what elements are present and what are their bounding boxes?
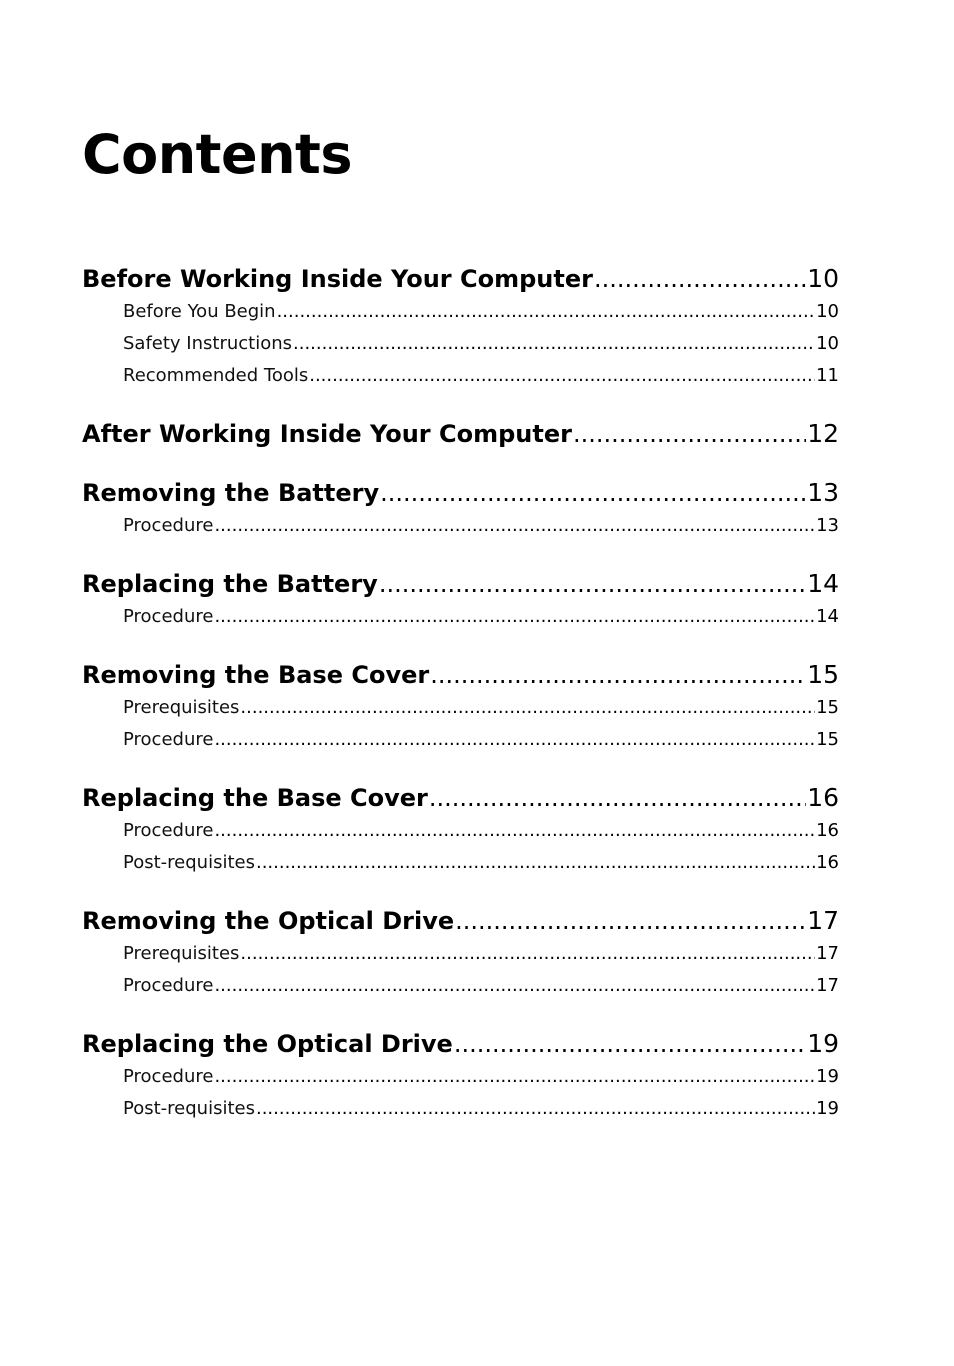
toc-entry-title: Removing the Optical Drive <box>82 907 455 935</box>
dot-leader <box>214 815 815 847</box>
toc-section <box>82 262 839 392</box>
toc-subentry[interactable] <box>82 692 839 724</box>
toc-entry-page: 14 <box>807 569 839 598</box>
toc-subentry-page: 10 <box>816 301 839 322</box>
toc-entry[interactable] <box>82 417 839 451</box>
dot-leader <box>430 658 806 692</box>
toc-subentry-page: 17 <box>816 975 839 996</box>
toc-entry[interactable] <box>82 476 839 510</box>
toc-subentry[interactable] <box>82 510 839 542</box>
toc-section <box>82 1027 839 1125</box>
toc-entry-page: 12 <box>807 419 839 448</box>
toc-subentry[interactable] <box>82 1061 839 1093</box>
toc-entry-title: Removing the Base Cover <box>82 661 430 689</box>
dot-leader <box>379 567 806 601</box>
toc-entry[interactable] <box>82 658 839 692</box>
toc-entry-page: 17 <box>807 906 839 935</box>
toc-subentry-title: Safety Instructions <box>123 333 293 354</box>
toc-subentry-page: 15 <box>816 697 839 718</box>
toc-section <box>82 904 839 1002</box>
toc-subentry-page: 15 <box>816 729 839 750</box>
toc-section <box>82 476 839 542</box>
toc-entry[interactable] <box>82 781 839 815</box>
toc-subentry-title: Recommended Tools <box>123 365 309 386</box>
dot-leader <box>309 360 815 392</box>
dot-leader <box>214 510 815 542</box>
toc-subentry[interactable] <box>82 970 839 1002</box>
toc-entry-title: Replacing the Battery <box>82 570 378 598</box>
table-of-contents <box>82 262 839 1150</box>
toc-subentry-title: Prerequisites <box>123 943 240 964</box>
toc-entry[interactable] <box>82 904 839 938</box>
toc-section <box>82 658 839 756</box>
toc-subentry-page: 11 <box>816 365 839 386</box>
toc-subentry[interactable] <box>82 815 839 847</box>
dot-leader <box>240 938 815 970</box>
toc-subentry-page: 10 <box>816 333 839 354</box>
dot-leader <box>277 296 816 328</box>
toc-subentry-title: Post-requisites <box>123 1098 255 1119</box>
dot-leader <box>256 847 815 879</box>
page-title: Contents <box>82 123 353 186</box>
toc-subentry[interactable] <box>82 296 839 328</box>
toc-subentry-page: 14 <box>816 606 839 627</box>
toc-section <box>82 567 839 633</box>
toc-subentry-page: 17 <box>816 943 839 964</box>
dot-leader <box>455 904 806 938</box>
toc-entry-page: 13 <box>807 478 839 507</box>
toc-entry[interactable] <box>82 567 839 601</box>
toc-subentry-page: 13 <box>816 515 839 536</box>
toc-subentry-page: 16 <box>816 852 839 873</box>
toc-entry-page: 19 <box>807 1029 839 1058</box>
dot-leader <box>594 262 806 296</box>
toc-subentry[interactable] <box>82 328 839 360</box>
dot-leader <box>240 692 815 724</box>
toc-entry-page: 10 <box>807 264 839 293</box>
toc-subentry[interactable] <box>82 1093 839 1125</box>
toc-subentry[interactable] <box>82 847 839 879</box>
toc-subentry-page: 19 <box>816 1098 839 1119</box>
toc-entry-title: Before Working Inside Your Computer <box>82 265 593 293</box>
toc-subentry-title: Procedure <box>123 729 214 750</box>
toc-entry[interactable] <box>82 262 839 296</box>
toc-subentry[interactable] <box>82 938 839 970</box>
toc-subentry-title: Procedure <box>123 515 214 536</box>
toc-subentry-title: Prerequisites <box>123 697 240 718</box>
toc-subentry-title: Post-requisites <box>123 852 255 873</box>
toc-section <box>82 417 839 451</box>
dot-leader <box>214 724 815 756</box>
toc-entry-page: 15 <box>807 660 839 689</box>
toc-entry-title: Replacing the Optical Drive <box>82 1030 453 1058</box>
toc-subentry-page: 19 <box>816 1066 839 1087</box>
dot-leader <box>214 601 815 633</box>
toc-entry-page: 16 <box>807 783 839 812</box>
dot-leader <box>573 417 806 451</box>
toc-subentry[interactable] <box>82 601 839 633</box>
dot-leader <box>454 1027 806 1061</box>
toc-subentry-title: Procedure <box>123 1066 214 1087</box>
toc-subentry[interactable] <box>82 360 839 392</box>
dot-leader <box>429 781 806 815</box>
toc-entry[interactable] <box>82 1027 839 1061</box>
toc-subentry-title: Before You Begin <box>123 301 276 322</box>
toc-entry-title: Removing the Battery <box>82 479 380 507</box>
toc-section <box>82 781 839 879</box>
dot-leader <box>380 476 806 510</box>
toc-entry-title: After Working Inside Your Computer <box>82 420 572 448</box>
dot-leader <box>214 1061 815 1093</box>
toc-entry-title: Replacing the Base Cover <box>82 784 428 812</box>
toc-subentry-page: 16 <box>816 820 839 841</box>
dot-leader <box>256 1093 815 1125</box>
toc-subentry-title: Procedure <box>123 606 214 627</box>
toc-subentry[interactable] <box>82 724 839 756</box>
dot-leader <box>214 970 815 1002</box>
toc-subentry-title: Procedure <box>123 975 214 996</box>
dot-leader <box>293 328 815 360</box>
toc-subentry-title: Procedure <box>123 820 214 841</box>
